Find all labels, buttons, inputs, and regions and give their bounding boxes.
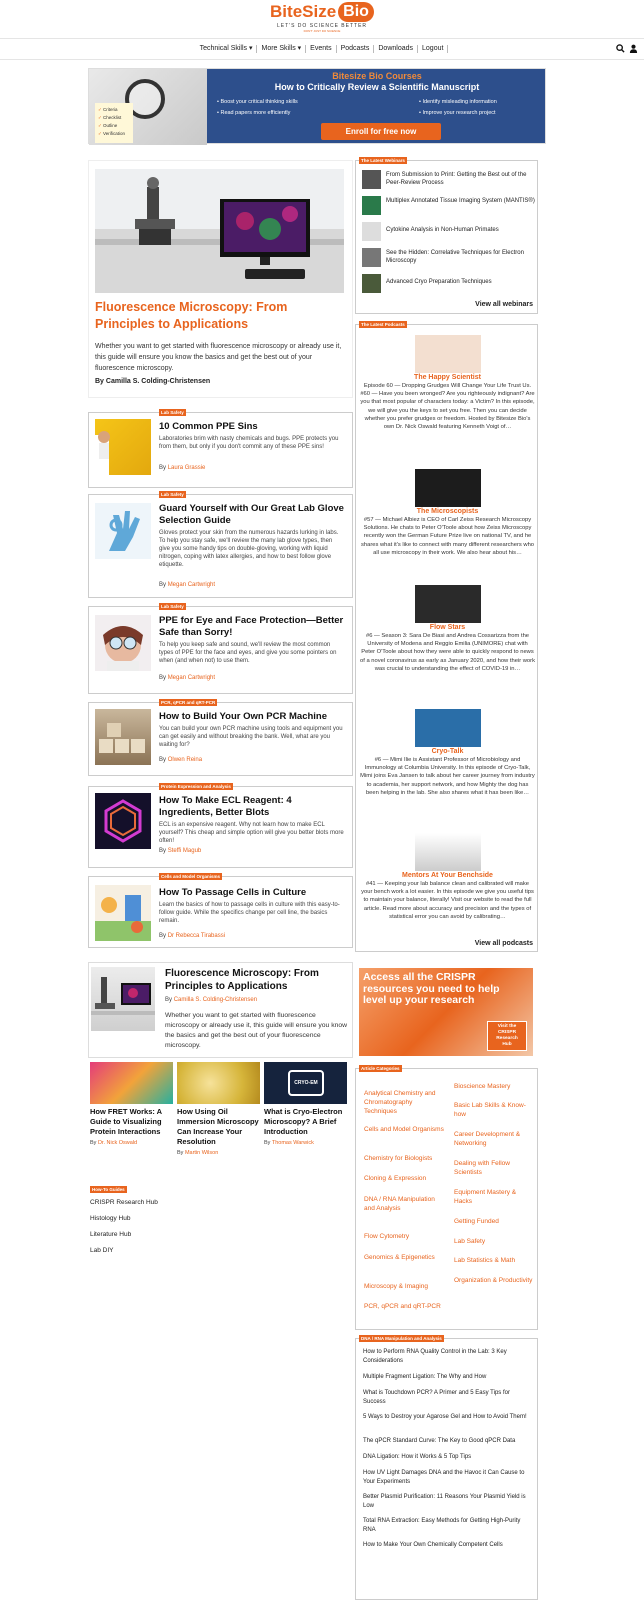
podcast-item[interactable] <box>360 709 535 797</box>
article-author[interactable]: Laura Grassie <box>167 465 206 471</box>
view-all-webinars-link[interactable]: View all webinars <box>475 301 533 308</box>
hexagon-molecule-icon <box>95 793 151 849</box>
category-link[interactable]: Basic Lab Skills & Know-how <box>454 1102 526 1118</box>
byline-prefix: By <box>165 997 173 1003</box>
article-card[interactable] <box>88 702 353 776</box>
webinar-title[interactable]: Cytokine Analysis in Non-Human Primates <box>386 227 499 233</box>
featured-author[interactable]: By Camilla S. Colding-Christensen <box>95 378 211 385</box>
banner-kicker: Bitesize Bio Courses <box>332 71 422 81</box>
dna-rna-article-link[interactable]: The qPCR Standard Curve: The Key to Good qPCR Data <box>363 1438 516 1444</box>
byline-prefix: By <box>177 1150 184 1156</box>
microscope-lab-illustration <box>95 169 344 293</box>
podcasts-tag: The Latest Podcasts <box>361 322 405 327</box>
featured-description: Whether you want to get started with fluorescence microscopy or already use it, this guide will ensure you know the basics and get the best out of your fluorescence microscopy. <box>95 343 342 372</box>
cryo-em-badge: CRYO-EM <box>288 1070 324 1096</box>
category-link[interactable]: Career Development & Networking <box>454 1131 521 1147</box>
podcast-name[interactable]: The Happy Scientist <box>414 374 481 381</box>
article-description: To help you keep safe and sound, we'll review the most common types of PPE for the face and eyes, and give you some pointers on when (and when not) to use them. <box>159 642 337 664</box>
podcast-description: #41 — Keeping your lab balance clean and calibrated will make your bench work a lot easier. In this episode we give you useful tips to maintain your balance, literally! Visit our website to read the full article. Read more about accuracy and precision and the types of statistical error you can avoid by calibrating… <box>361 881 534 920</box>
category-link[interactable]: Cells and Model Organisms <box>364 1126 444 1133</box>
webinar-thumbnail[interactable] <box>362 196 381 215</box>
banner-points-left <box>217 97 298 119</box>
category-tag[interactable]: Lab Safety <box>161 492 184 497</box>
dna-rna-article-link[interactable]: Total RNA Extraction: Easy Methods for Getting High-Purity RNA <box>363 1518 521 1533</box>
banner-point: • Identify misleading information <box>419 97 497 108</box>
webinar-thumbnail[interactable] <box>362 170 381 189</box>
category-link[interactable]: Genomics & Epigenetics <box>364 1254 435 1261</box>
mini-article-title[interactable]: How Using Oil Immersion Microscopy Can Increase Your Resolution <box>177 1107 259 1146</box>
byline-prefix: By <box>159 465 167 471</box>
featured-title[interactable]: Fluorescence Microscopy: From Principles to Applications <box>95 300 288 331</box>
webinar-title[interactable]: Advanced Cryo Preparation Techniques <box>386 279 492 285</box>
podcast-description: #6 — Mimi Ilie is Assistant Professor of Microbiology and Immunology at Columbia University. In this episode of Cryo-Talk, Mimi joins Eva Jansen to talk about her career journey from industry to academia, her support network, and how Mighty the dog has been helping in the lab. She also shares what it has been like… <box>360 757 535 796</box>
article-thumbnail[interactable] <box>95 885 151 941</box>
article-author[interactable]: Dr Rebecca Tirabassi <box>167 933 226 939</box>
mini-article-card[interactable] <box>264 1062 347 1146</box>
dna-rna-article-link[interactable]: DNA Ligation: How it Works & 5 Top Tips <box>363 1454 472 1460</box>
article-title[interactable]: How To Make ECL Reagent: 4 Ingredients, Better Blots <box>159 795 292 818</box>
cell-culture-illustration <box>95 885 151 941</box>
search-icon[interactable] <box>616 44 625 53</box>
article-byline <box>159 582 215 588</box>
mini-article-card[interactable] <box>90 1062 173 1146</box>
webinar-thumbnail[interactable] <box>362 222 381 241</box>
podcast-description: #6 — Season 3: Sara De Biasi and Andrea Cossarizza from the University of Modena and Reggio Emilia (UNIMORE) chat with Peter O'Toole about how they were able to quickly respond to news of a novel coronavirus as early as January 2020, and how their work was crucial to understanding the effect of COVID-19 in… <box>360 633 535 672</box>
category-link[interactable]: Dealing with Fellow Scientists <box>454 1160 510 1176</box>
webinar-item[interactable] <box>362 170 537 190</box>
banner-point: • Boost your critical thinking skills <box>217 97 298 108</box>
subtagline: DON'T JUST DO SCIENCE <box>303 29 341 33</box>
category-link[interactable]: Equipment Mastery & Hacks <box>454 1189 517 1205</box>
nav-logout[interactable]: Logout <box>418 45 448 53</box>
feature-description: Whether you want to get started with fluorescence microscopy or already use it, this guide will ensure you know the basics and get the best out of your fluorescence microscopy. <box>165 1012 348 1049</box>
category-tag[interactable]: Protein Expression and Analysis <box>161 784 231 789</box>
article-author[interactable]: Megan Cartwright <box>167 675 216 681</box>
article-thumbnail[interactable] <box>95 709 151 765</box>
podcasts-box <box>355 324 538 952</box>
howto-guides <box>88 1186 353 1266</box>
category-link[interactable]: Microscopy & Imaging <box>364 1283 428 1290</box>
article-card[interactable] <box>88 786 353 868</box>
podcast-item[interactable] <box>360 833 535 921</box>
dna-rna-article-link[interactable]: Better Plasmid Purification: 11 Reasons Your Plasmid Yield is Low <box>363 1494 526 1509</box>
webinar-title[interactable]: Multiplex Annotated Tissue Imaging System (MANTIS®) <box>386 198 535 204</box>
howto-link[interactable]: Lab DIY <box>90 1247 114 1254</box>
scientist-illustration <box>95 419 151 475</box>
category-tag[interactable]: Cells and Model Organisms <box>161 874 221 879</box>
podcast-cover[interactable] <box>415 585 481 623</box>
byline-prefix: By <box>159 757 167 763</box>
mini-article-author[interactable]: Martin Wilson <box>184 1150 219 1156</box>
webinars-box <box>355 160 538 314</box>
tagline: LET'S DO SCIENCE BETTER <box>276 23 368 29</box>
mini-article-image[interactable] <box>177 1062 260 1104</box>
checklist-item: Verification <box>103 131 126 136</box>
category-link[interactable]: Chemistry for Biologists <box>364 1155 433 1162</box>
article-thumbnail[interactable] <box>95 615 151 671</box>
microscope-thumbnail-illustration <box>91 967 155 1031</box>
feature-title[interactable]: Fluorescence Microscopy: From Principles to Applications <box>165 968 319 992</box>
featured-article[interactable] <box>88 160 353 398</box>
category-link[interactable]: Flow Cytometry <box>364 1233 410 1240</box>
category-link[interactable]: Lab Statistics & Math <box>454 1257 516 1264</box>
dna-rna-article-link[interactable]: How UV Light Damages DNA and the Havoc it Can Cause to Your Experiments <box>363 1470 525 1485</box>
goggles-scientist-illustration <box>95 615 151 671</box>
banner-title: How to Critically Review a Scientific Manuscript <box>274 82 480 92</box>
howto-link[interactable]: Histology Hub <box>90 1215 131 1222</box>
article-byline <box>159 465 205 471</box>
banner-points-right <box>419 97 497 119</box>
howto-tag: How-To Guides <box>92 1187 125 1192</box>
article-card[interactable] <box>88 876 353 948</box>
dna-rna-article-link[interactable]: How to Perform RNA Quality Control in the Lab: 3 Key Considerations <box>363 1349 507 1364</box>
category-link[interactable]: Bioscience Mastery <box>454 1083 511 1090</box>
dna-rna-article-link[interactable]: How to Make Your Own Chemically Competent Cells <box>363 1542 503 1548</box>
article-title[interactable]: 10 Common PPE Sins <box>159 421 258 432</box>
webinar-item[interactable] <box>362 196 537 216</box>
podcast-description: Episode 60 — Dropping Grudges Will Change Your Life Trust Us. #60 — Have you been wronged? Are you righteously indignant? Are you that most popular of characters today: a Victim? In this episode, we will give you the keys to set you free. Then you can decide whether you prefer grudges or freedom. Hosted by Bitesize Bio's own Dr. Nick Oswald featuring Kenneth Voigt of… <box>360 383 535 431</box>
nav-more-skills[interactable]: More Skills ▾ <box>257 45 306 53</box>
category-tag[interactable]: PCR, qPCR and qRT-PCR <box>161 700 216 705</box>
crispr-hub-button[interactable]: Visit the CRISPR Research Hub <box>487 1021 527 1051</box>
podcast-item[interactable] <box>360 469 535 557</box>
podcast-item[interactable] <box>360 335 535 431</box>
main-nav <box>0 38 644 60</box>
podcast-name[interactable]: The Microscopists <box>416 508 479 515</box>
webinar-item[interactable] <box>362 222 537 242</box>
byline-prefix: By <box>264 1140 271 1146</box>
category-link[interactable]: Organization & Productivity <box>454 1277 533 1284</box>
nav-events[interactable]: Events <box>306 45 336 53</box>
article-title[interactable]: PPE for Eye and Face Protection—Better Safe than Sorry! <box>159 615 344 638</box>
howto-link[interactable]: CRISPR Research Hub <box>90 1199 158 1206</box>
nav-technical-skills[interactable]: Technical Skills ▾ <box>196 45 258 53</box>
article-description: ECL is an expensive reagent. Why not learn how to make ECL yourself? This cheap and simple option will give you better blots more often! <box>159 822 344 844</box>
article-title[interactable]: How To Passage Cells in Culture <box>159 887 307 898</box>
article-byline <box>159 757 202 763</box>
webinar-title[interactable]: From Submission to Print: Getting the Best out of the Peer-Review Process <box>386 172 527 186</box>
crispr-ad-title: Access all the CRISPR resources you need to help level up your research <box>363 971 500 1006</box>
podcast-item[interactable] <box>360 585 535 673</box>
podcast-description: #57 — Michael Albiez is CEO of Carl Zeiss Research Microscopy Solutions. He chats to Peter O'Toole about how Zeiss Microscopy recently won the German Future Prize live on national TV, and he shares what it's like to connect with many different researchers who all use microscopy in their work. We also hear about his… <box>360 517 535 556</box>
categories-tag: Article Categories <box>361 1066 400 1071</box>
category-link[interactable]: DNA / RNA Manipulation and Analysis <box>364 1196 435 1212</box>
category-link[interactable]: Lab Safety <box>454 1238 486 1245</box>
article-description: Learn the basics of how to passage cells in culture with this easy-to-follow guide. While the specifics change per cell line, the basics remain. <box>159 902 340 924</box>
mini-article-image[interactable] <box>90 1062 173 1104</box>
nav-downloads[interactable]: Downloads <box>374 45 418 53</box>
podcast-name[interactable]: Flow Stars <box>429 624 466 631</box>
category-tag[interactable]: Lab Safety <box>161 410 184 415</box>
article-byline <box>159 675 215 681</box>
category-link[interactable]: PCR, qPCR and qRT-PCR <box>364 1303 441 1310</box>
logo-bio-badge: Bio <box>338 2 374 22</box>
site-header <box>0 0 644 60</box>
byline-prefix: By <box>159 933 167 939</box>
banner-point: • Read papers more efficiently <box>217 108 298 119</box>
mini-article-image[interactable] <box>264 1062 347 1104</box>
dna-rna-articles <box>355 1338 538 1600</box>
article-author[interactable]: Olwen Reina <box>167 757 203 763</box>
article-author[interactable]: Megan Cartwright <box>167 582 216 588</box>
dna-rna-tag: DNA / RNA Manipulation and Analysis <box>361 1336 442 1341</box>
mini-article-byline <box>177 1150 260 1156</box>
category-link[interactable]: Getting Funded <box>454 1218 499 1225</box>
podcast-name[interactable]: Cryo-Talk <box>431 748 464 755</box>
crispr-ad-banner[interactable] <box>359 968 533 1056</box>
article-description: Gloves protect your skin from the numerous hazards lurking in labs. To help you stay safe, we'll review the many lab glove types, then give you some handy tips on double-gloving, working with liquid nitrogen, coping with latex allergies, and how to best follow glove etiquette. <box>159 530 339 568</box>
article-card[interactable] <box>88 606 353 694</box>
view-all-podcasts-link[interactable]: View all podcasts <box>474 940 533 947</box>
user-icon[interactable] <box>629 44 638 53</box>
category-link[interactable]: Cloning & Expression <box>364 1175 427 1182</box>
howto-link[interactable]: Literature Hub <box>90 1231 132 1238</box>
banner-point: • Improve your research project <box>419 108 497 119</box>
article-thumbnail[interactable] <box>95 419 151 475</box>
mini-article-title[interactable]: What is Cryo-Electron Microscopy? A Brief Introduction <box>264 1107 343 1136</box>
feature-thumbnail[interactable] <box>91 967 155 1031</box>
byline-prefix: By <box>159 675 167 681</box>
checklist-item: Checklist <box>103 115 122 120</box>
feature-byline <box>165 997 257 1003</box>
feature-article-secondary[interactable] <box>88 962 353 1058</box>
course-banner[interactable] <box>88 68 546 144</box>
article-thumbnail[interactable] <box>95 793 151 849</box>
article-card[interactable] <box>88 412 353 488</box>
webinars-tag: The Latest Webinars <box>361 158 405 163</box>
dna-rna-article-link[interactable]: What is Touchdown PCR? A Primer and 5 Easy Tips for Success <box>363 1390 510 1405</box>
mini-article-title[interactable]: How FRET Works: A Guide to Visualizing Protein Interactions <box>90 1107 162 1136</box>
mini-article-byline <box>264 1140 347 1146</box>
category-tag[interactable]: Lab Safety <box>161 604 184 609</box>
byline-prefix: By <box>159 582 167 588</box>
webinar-item[interactable] <box>362 274 537 294</box>
checklist-item: Outline <box>103 123 118 128</box>
article-byline <box>159 848 201 854</box>
podcast-cover[interactable] <box>415 833 481 871</box>
webinar-thumbnail[interactable] <box>362 274 381 293</box>
byline-prefix: By <box>159 848 167 854</box>
article-card[interactable] <box>88 494 353 598</box>
article-author[interactable]: Steffi Magub <box>167 848 202 854</box>
logo-text: BiteSize <box>270 2 337 21</box>
webinar-title[interactable]: See the Hidden: Correlative Techniques for Electron Microscopy <box>386 250 524 264</box>
featured-image[interactable] <box>95 169 344 293</box>
podcast-cover[interactable] <box>415 709 481 747</box>
byline-prefix: By <box>90 1140 97 1146</box>
category-link[interactable]: Analytical Chemistry and Chromatography Techniques <box>364 1090 436 1115</box>
podcast-cover[interactable] <box>415 335 481 373</box>
checklist-item: Criteria <box>103 107 118 112</box>
site-logo[interactable] <box>270 2 374 22</box>
mini-article-card[interactable] <box>177 1062 260 1156</box>
article-title[interactable]: How to Build Your Own PCR Machine <box>159 711 328 722</box>
magnifier-illustration <box>89 69 207 145</box>
article-byline <box>159 933 225 939</box>
mini-article-byline <box>90 1140 173 1146</box>
wooden-blocks-illustration <box>95 709 151 765</box>
article-description: You can build your own PCR machine using tools and equipment you can get easily and without breaking the bank. Well, what are you waiting for? <box>159 726 343 748</box>
enroll-button[interactable]: Enroll for free now <box>321 123 441 140</box>
article-description: Laboratories brim with nasty chemicals and bugs. PPE protects you from them, but only if you don't commit any of these PPE sins! <box>159 436 339 450</box>
mini-article-author[interactable]: Thomas Warwick <box>271 1140 314 1146</box>
feature-author[interactable]: Camilla S. Colding-Christensen <box>173 997 258 1003</box>
glove-hand-icon <box>95 503 151 559</box>
article-categories <box>355 1068 538 1330</box>
dna-rna-article-link[interactable]: Multiple Fragment Ligation: The Why and How <box>363 1374 487 1380</box>
checklist-card: ✓ Criteria ✓ Checklist ✓ Outline ✓ Verification <box>95 103 133 143</box>
article-title[interactable]: Guard Yourself with Our Great Lab Glove Selection Guide <box>159 503 344 526</box>
dna-rna-article-link[interactable]: 5 Ways to Destroy your Agarose Gel and How to Avoid Them! <box>363 1414 527 1420</box>
webinar-item[interactable] <box>362 248 537 268</box>
article-thumbnail[interactable] <box>95 503 151 559</box>
podcast-cover[interactable] <box>415 469 481 507</box>
podcast-name[interactable]: Mentors At Your Benchside <box>402 872 493 879</box>
nav-podcasts[interactable]: Podcasts <box>337 45 375 53</box>
mini-article-author[interactable]: Dr. Nick Oswald <box>97 1140 138 1146</box>
webinar-thumbnail[interactable] <box>362 248 381 267</box>
